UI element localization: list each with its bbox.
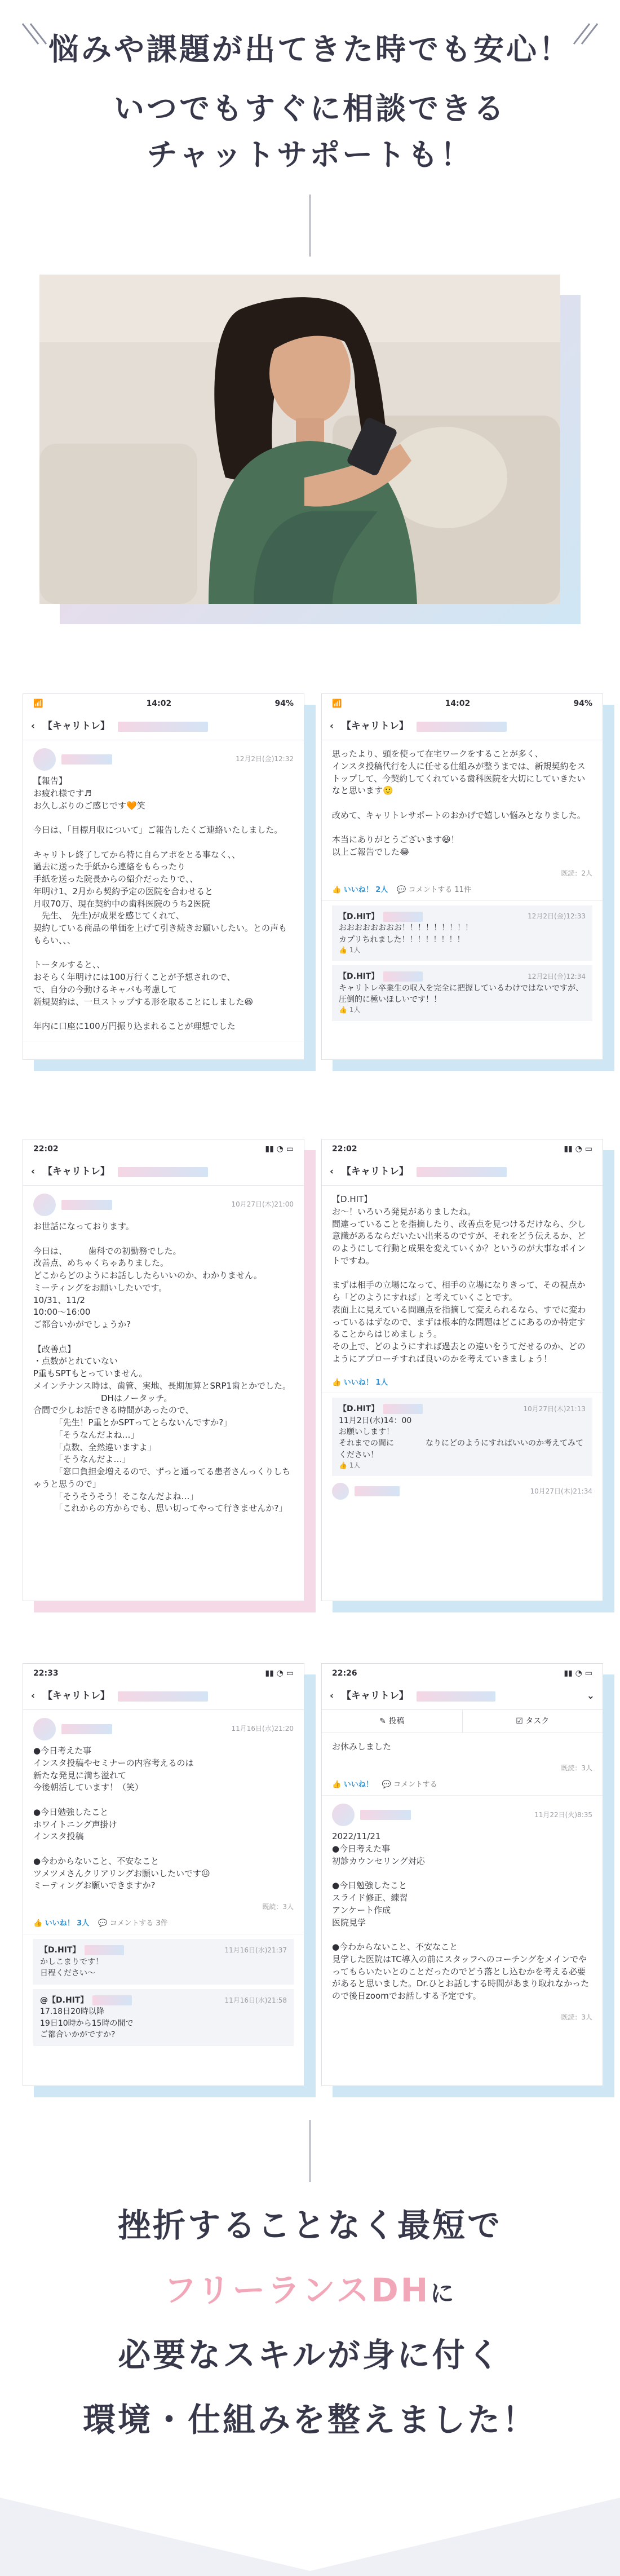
status-bar: 22:02 ▮▮ ◔ ▭	[33, 1144, 294, 1154]
read-count: 既読：3人	[561, 2013, 592, 2021]
comment-button[interactable]: 💬 コメントする	[382, 1780, 437, 1789]
chat-post	[322, 740, 603, 867]
closing-section	[0, 2137, 620, 2576]
chat-post	[23, 740, 304, 1041]
like-button[interactable]: 👍 いいね！ 2人	[332, 886, 388, 895]
closing-line-3: 必要なスキルが身に付く	[118, 2336, 502, 2374]
post-button[interactable]: ✎ 投稿	[379, 1717, 405, 1726]
edit-icon: ✎	[379, 1717, 386, 1726]
comment-icon: 💬	[397, 886, 406, 895]
task-button[interactable]: ☑ タスク	[462, 1710, 603, 1733]
back-arrow-icon[interactable]: ‹	[31, 721, 36, 732]
status-bar: 📶 14:02 94%	[33, 699, 294, 708]
photo-section	[39, 275, 581, 624]
back-arrow-icon[interactable]: ‹	[31, 1166, 36, 1178]
comment-button[interactable]: 💬 コメントする 11件	[397, 886, 471, 895]
closing-line-1: 挫折することなく最短で	[117, 2206, 502, 2244]
comment-icon: 💬	[98, 1919, 108, 1928]
chat-card-6: 22:26 ▮▮ ◔ ▭ ‹ 【キャリトレ】 ⌄ ✎ 投稿 ☑ タスク お休みしました 既読：3人 👍 いいね！ 💬 コメントする 11月22日(火)8:35 2022/11/21 ●今日考えた事 初診カウンセリング対応 ●今日勉強したこと スライド修正、練習 アンケート作成 医院見学 ●今わからないこと、不安なこと 見学した医院はTC導入の前にスタッフへのコーチングをメインでやってもらいたいとのことだったのでどう落とし込むかを考える必要があると思いました。Dr.ひとお話しする時間があまり取れなかったので後日zoomでお話しする予定です。 既読：3人	[321, 1663, 603, 2086]
chat-header: ‹ 【キャリトレ】 ⌄	[322, 1683, 603, 1710]
avatar	[33, 1718, 56, 1740]
hero-line-2: いつでもすぐに相談できる	[114, 91, 506, 126]
post-text: 【D.HIT】 お〜！いろいろ発見がありましたね。 間違っていることを指摘したり、改善点を見つけるだけなら、少し意識があるならだいたい出来るのですが、それをどう伝えるか、どのようにして行動と成果を変えていくか？というのが大事なポイントですね。 まずは相手の立場になって、相手の立場になりきって、その視点から「どのようにすれば」と考えていくことです。 表面上に見えている問題点を指摘して変えられるなら、すでに変わっているはずなので、まずは根本的な問題はどこにあるのか特定することからはじめましょう。 その上で、どのようにすれば過去との違いをうてだせるのか、どのようにアプローチすれば良いのかを考えていきましょう！	[332, 1194, 586, 1364]
post-text: 【報告】 お疲れ様です♬ お久しぶりのご感じです🧡笑 今日は、「目標月収について」ご報告したくご連絡いたしました。 キャリトレ終了してから特に自らアポをとる事なく、、 過去に送った手紙から連絡をもらったり 手紙を送った院長からの紹介だったりで、、 年明け1、2月から契約予定の医院を合わせると 月収70万、現在契約中の歯科医院のうち2医院 先生、 先生)が成果を感じてくれて、 契約している商品の単価を上げて引き続きお願いしたい。との声ももらい、、、 トータルすると、、 おそらく年明けには100万行くことが予想されので、 で、自分の今動けるキャパも考慮して 新規契約は、一旦ストップする形を取ることにしました😆 年内に口座に100万円振り込まれることが理想でした	[33, 776, 287, 1031]
chat-header: ‹ 【キャリトレ】	[23, 1159, 304, 1186]
status-bar: 📶 14:02 94%	[332, 699, 592, 708]
like-button[interactable]: 👍 いいね！	[332, 1780, 373, 1789]
post-text: 2022/11/21 ●今日考えた事 初診カウンセリング対応 ●今日勉強したこと スライド修正、練習 アンケート作成 医院見学 ●今わからないこと、不安なこと 見学した医院はTC導入の前にスタッフへのコーチングをメインでやってもらいたいとのことだったのでどう落とし込むかを考える必要があると思いました。Dr.ひとお話しする時間があまり取れなかったので後日zoomでお話しする予定です。	[332, 1831, 590, 2001]
chat-card-1	[23, 693, 304, 1060]
hero-line-3: チャットサポートも！	[147, 137, 473, 173]
like-button[interactable]: 👍 いいね！ 3人	[33, 1919, 90, 1928]
chat-header: ‹ 【キャリトレ】	[322, 713, 603, 740]
chat-post: 10月27日(木)21:00 お世話になっております。 今日は、 歯科での初勤務でした。 改善点、めちゃくちゃありました。 どこからどのようにお話ししたらいいのか、わかりません。 ミーティングをお願いしたいです。 10/31、11/2 10:00～16:00 ご都合いかがでしょうか? 【改善点】 ・点数がとれていない P重もSPTもとっていません。 メインテナンス時は、歯管、実地、長期加算とSRP1歯とかでした。 DHはノータッチ。 合間で少しお話できる時間があったので、 「先生！P重とかSPTってとらないんですか?」 「そうなんだよね…」 「点数、全然違いますよ」 「そうなんだよ…」 「窓口負担金増えるので、ずっと通ってる患者さんっくりしちゃうと思うので」 「そうそうそう！そこなんだよね…」 「これからの方からでも、思い切ってやって行きませんか?」	[23, 1186, 304, 1523]
closing-line-4: 環境・仕組みを整えました！	[82, 2401, 537, 2439]
hero-line-1: 悩みや課題が出てきた時でも安心！	[48, 32, 572, 67]
chat-header: ‹ 【キャリトレ】	[322, 1159, 603, 1186]
reply-1: 【D.HIT】 12月2日(金)12:33 おおおおおおおお！！！！！！！！！ カプリちれました！！！！！！！！ 👍 1人	[332, 905, 592, 961]
reply-2: 【D.HIT】 12月2日(金)12:34 キャリトレ卒業生の収入を完全に把握しているわけではないですが、圧倒的に極いほしいです！！ 👍 1人	[332, 965, 592, 1020]
action-tabs	[322, 1710, 603, 1733]
reaction-bar	[322, 1373, 603, 1394]
check-icon: ☑	[516, 1717, 523, 1726]
comment-icon: 💬	[382, 1780, 391, 1789]
post-text: ●今日考えた事 インスタ投稿やセミナーの内容考えるのは 新たな発見に満ち溢れて 今後朝活しています！（笑） ●今日勉強したこと ホワイトニング声掛け インスタ投稿 ●今わからないこと、不安なこと ツメツメさんクリアリングお願いしたいです😖 ミーティングお願いできますか?	[33, 1746, 210, 1891]
group-title: 【キャリトレ】	[43, 721, 110, 732]
reaction-bar	[322, 881, 603, 901]
read-count: 既読：3人	[262, 1903, 294, 1911]
reply-2: @【D.HIT】 11月16日(水)21:58 17.18日20時以降 19日10時から15時の間で ご都合いかがですか?	[33, 1989, 294, 2046]
chat-header: ‹ 【キャリトレ】	[23, 1683, 304, 1710]
read-count: 既読：2人	[561, 869, 592, 877]
thumbs-up-icon: 👍	[332, 886, 342, 895]
hero-section	[0, 0, 620, 214]
chat-card-2	[321, 693, 603, 1060]
reply-1: 【D.HIT】 11月16日(水)21:37 かしこまりです！ 日程ください〜	[33, 1939, 294, 1985]
reaction-bar	[23, 1914, 304, 1934]
chat-card-4: 22:02 ▮▮ ◔ ▭ ‹ 【キャリトレ】 【D.HIT】 お〜！いろいろ発見がありましたね。 間違っていることを指摘したり、改善点を見つけるだけなら、少し意識があるならだいたい出来るのですが、それをどう伝えるか、どのようにして行動と成果を変えていくか？というのが大事なポイントですね。 まずは相手の立場になって、相手の立場になりきって、その視点から「どのようにすれば」と考えていくことです。 表面上に見えている問題点を指摘して変えられるなら、すでに変わっているはずなので、まずは根本的な問題はどこにあるのか特定することからはじめましょう。 その上で、どのようにすれば過去との違いをうてだせるのか、どのようにアプローチすれば良いのかを考えていきましょう！ 👍 いいね！ 1人 【D.HIT】 10月27日(木)21:13 11月2日(水)14：00 お願いします！ それまでの間に なりにどのようにすればいいのか考えてみてください！ 👍 1人 10月27日(木)21:34	[321, 1139, 603, 1601]
back-arrow-icon[interactable]: ‹	[330, 1166, 334, 1178]
status-bar: 22:26 ▮▮ ◔ ▭	[332, 1668, 592, 1678]
chevron-down-icon[interactable]: ⌄	[586, 1690, 595, 1702]
post-text: 思ったより、頭を使って在宅ワークをすることが多く、 インスタ投稿代行を人に任せる仕組みが整うまでは、新規契約をストップして、今契約してくれている歯科医院を大切にしていきたいなと思います🙂 改めて、キャリトレサポートのおかげで嬉しい悩みとなりました。 本当にありがとうございます😆！ 以上ご報告でした😂	[332, 749, 586, 857]
chat-post: 11月22日(火)8:35 2022/11/21 ●今日考えた事 初診カウンセリング対応 ●今日勉強したこと スライド修正、練習 アンケート作成 医院見学 ●今わからないこと、不安なこと 見学した医院はTC導入の前にスタッフへのコーチングをメインでやってもらいたいとのことだったのでどう落とし込むかを考える必要があると思いました。Dr.ひとお話しする時間があまり取れなかったので後日zoomでお話しする予定です。	[322, 1796, 603, 2011]
avatar	[33, 748, 56, 771]
avatar	[33, 1194, 56, 1216]
chat-header	[23, 713, 304, 740]
reply-1: 【D.HIT】 10月27日(木)21:13 11月2日(水)14：00 お願いします！ それまでの間に なりにどのようにすればいいのか考えてみてください！ 👍 1人	[332, 1398, 592, 1476]
status-bar: 22:02 ▮▮ ◔ ▭	[332, 1144, 592, 1154]
chat-card-3	[23, 1139, 304, 1601]
chat-post: 11月16日(水)21:20 ●今日考えた事 インスタ投稿やセミナーの内容考えるのは 新たな発見に満ち溢れて 今後朝活しています！（笑） ●今日勉強したこと ホワイトニング声掛け インスタ投稿 ●今わからないこと、不安なこと ツメツメさんクリアリングお願いしたいです😖 ミーティングお願いできますか?	[23, 1710, 304, 1900]
back-arrow-icon[interactable]: ‹	[330, 1690, 334, 1702]
post-text: お世話になっております。 今日は、 歯科での初勤務でした。 改善点、めちゃくちゃありました。 どこからどのようにお話ししたらいいのか、わかりません。 ミーティングをお願いしたいです。 10/31、11/2 10:00～16:00 ご都合いかがでしょうか? 【改善点】 ・点数がとれていない P重もSPTもとっていません。 メインテナンス時は、歯管、実地、長期加算とSRP1歯とかでした。 DHはノータッチ。 合間で少しお話できる時間があったので、 「先生！P重とかSPTってとらないんですか?」 「そうなんだよね…」 「点数、全然違いますよ」 「そうなんだよ…」 「窓口負担金増えるので、ずっと通ってる患者さんっくりしちゃうと思うので」 「そうそうそう！そこなんだよね…」 「これからの方からでも、思い切ってやって行きませんか?」	[33, 1221, 291, 1514]
back-arrow-icon[interactable]: ‹	[31, 1690, 36, 1702]
avatar	[332, 1804, 355, 1826]
post-date: 12月2日(金)12:32	[236, 755, 294, 763]
status-bar: 22:33 ▮▮ ◔ ▭	[33, 1668, 294, 1678]
back-arrow-icon[interactable]: ‹	[330, 721, 334, 732]
reaction-bar	[322, 1775, 603, 1796]
divider-line	[309, 195, 311, 257]
woman-with-phone-photo	[39, 275, 560, 604]
thumbs-up-icon: 👍	[33, 1919, 43, 1928]
closing-line-2: フリーランスDHに	[163, 2271, 457, 2309]
blurred-name	[118, 722, 208, 732]
bottom-arrow-shape	[0, 2475, 620, 2576]
comment-button[interactable]: 💬 コメントする 3件	[98, 1919, 168, 1928]
thumbs-up-icon: 👍	[332, 1780, 342, 1789]
thumbs-up-icon: 👍	[332, 1378, 342, 1387]
like-button[interactable]: 👍 いいね！ 1人	[332, 1378, 388, 1387]
chat-post	[322, 1186, 603, 1373]
chat-card-5	[23, 1663, 304, 2086]
